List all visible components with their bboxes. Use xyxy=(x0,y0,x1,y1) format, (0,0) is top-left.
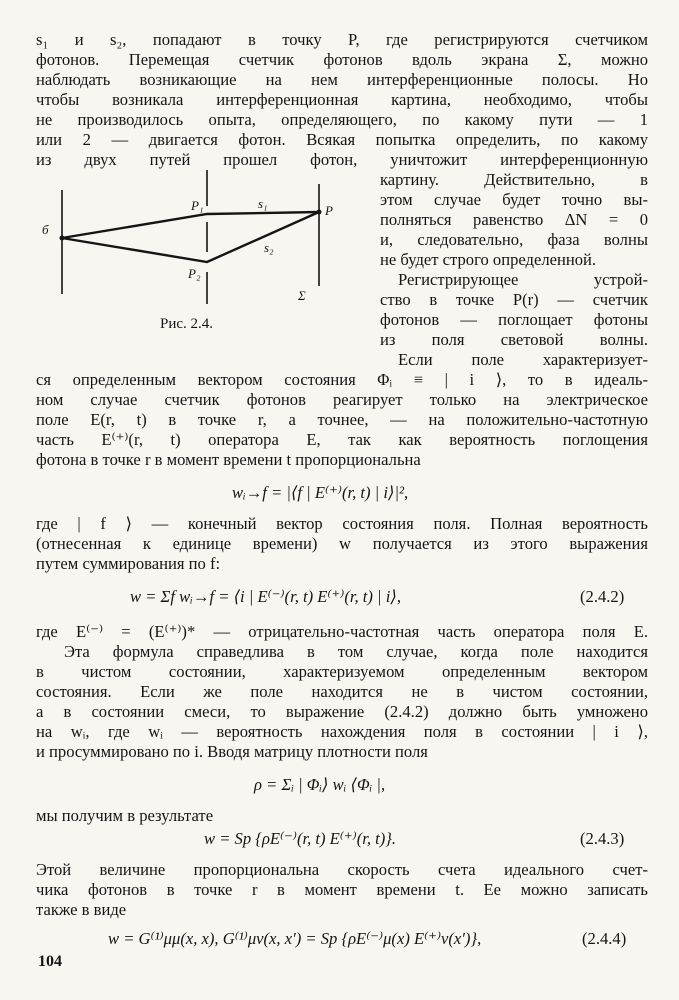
text-line: также в виде xyxy=(36,900,127,919)
text-line: не производилось опыта, определяющего, по какому пути — 1 xyxy=(36,110,648,129)
text-line: фотонов — поглощает фотоны xyxy=(380,310,648,329)
slit1-label: P₁ xyxy=(191,198,204,213)
equation: wᵢ→f = |⟨f | E⁽⁺⁾(r, t) | i⟩|², xyxy=(232,483,409,502)
text-line: где | f ⟩ — конечный вектор состояния поля. Полная вероятность xyxy=(36,514,648,533)
text-line: ном случае счетчик фотонов реагирует только на электрическое xyxy=(36,390,648,409)
point-label: P xyxy=(325,203,333,218)
detection-point xyxy=(317,210,322,215)
text-line: фотонов. Перемещая счетчик фотонов вдоль экрана Σ, можно xyxy=(36,50,648,69)
text-line: чика фотонов в точке r в момент времени t. Ее можно записать xyxy=(36,880,648,899)
text-line: мы получим в результате xyxy=(36,806,214,825)
text-line: путем суммирования по f: xyxy=(36,554,221,573)
text-line: состояния. Если же поле находится не в чистом состоянии, xyxy=(36,682,648,701)
equation-number: (2.4.4) xyxy=(582,929,627,948)
text-line: полняться равенство ΔN = 0 xyxy=(380,210,648,229)
text-line: Регистрирующее устрой- xyxy=(398,270,648,289)
equation: w = G⁽¹⁾μμ(x, x), G⁽¹⁾μν(x, x′) = Sp {ρE⁽⁻⁾μ(x) E⁽⁺⁾ν(x′)}, xyxy=(108,929,482,948)
text-line: Если поле характеризует- xyxy=(398,350,648,369)
text-line: из поля световой волны. xyxy=(380,330,648,349)
text-line: где E⁽⁻⁾ = (E⁽⁺⁾)* — отрицательно-частотная часть оператора поля E. xyxy=(36,622,648,641)
text-line: не будет строго определенной. xyxy=(380,250,597,269)
equation: w = Sp {ρE⁽⁻⁾(r, t) E⁽⁺⁾(r, t)}. xyxy=(204,829,397,848)
text-line: этом случае будет точно вы- xyxy=(380,190,648,209)
text-line: и, следовательно, фаза волны xyxy=(380,230,648,249)
text-line: s₁ и s₂, попадают в точку P, где регистрируются счетчиком xyxy=(36,30,648,49)
equation-number: (2.4.3) xyxy=(580,829,625,848)
interference-diagram xyxy=(36,162,366,312)
text-line: часть E⁽⁺⁾(r, t) оператора E, так как вероятность поглощения xyxy=(36,430,648,449)
text-line: ство в точке P(r) — счетчик xyxy=(380,290,648,309)
equation-number: (2.4.2) xyxy=(580,587,625,606)
slit2-label: P₂ xyxy=(188,266,201,281)
text-line: чтобы возникала интерференционная картина, необходимо, чтобы xyxy=(36,90,648,109)
path2-label: s₂ xyxy=(264,240,274,255)
text-line: картину. Действительно, в xyxy=(380,170,648,189)
text-line: Этой величине пропорциональна скорость счета идеального счет- xyxy=(36,860,648,879)
page-number: 104 xyxy=(38,953,62,970)
text-line: из двух путей прошел фотон, уничтожит интерференционную xyxy=(36,150,648,169)
text-line: (отнесенная к единице времени) w получается из этого выражения xyxy=(36,534,648,553)
equation: ρ = Σᵢ | Φᵢ⟩ wᵢ ⟨Φᵢ |, xyxy=(254,775,386,794)
text-line: а в состоянии смеси, то выражение (2.4.2) должно быть умножено xyxy=(36,702,648,721)
screen-label: Σ xyxy=(298,288,306,303)
text-line: ся определенным вектором состояния Φᵢ ≡ | i ⟩, то в идеаль- xyxy=(36,370,648,389)
path-2 xyxy=(62,212,319,262)
text-line: наблюдать возникающие на нем интерференционные полосы. Но xyxy=(36,70,648,89)
text-line: на wᵢ, где wᵢ — вероятность нахождения поля в состоянии | i ⟩, xyxy=(36,722,648,741)
source-label: б xyxy=(42,222,49,237)
figure-caption: Рис. 2.4. xyxy=(160,316,214,332)
path-1 xyxy=(62,212,319,238)
source-point xyxy=(60,236,65,241)
equation: w = Σf wᵢ→f = ⟨i | E⁽⁻⁾(r, t) E⁽⁺⁾(r, t) | i⟩, xyxy=(130,587,402,606)
text-line: фотона в точке r в момент времени t пропорциональна xyxy=(36,450,421,469)
text-line: в чистом состоянии, характеризуемом определенным вектором xyxy=(36,662,648,681)
text-line: Эта формула справедлива в том случае, когда поле находится xyxy=(64,642,648,661)
text-line: или 2 — двигается фотон. Всякая попытка определить, по какому xyxy=(36,130,648,149)
text-line: и просуммировано по i. Вводя матрицу плотности поля xyxy=(36,742,428,761)
text-line: поле E(r, t) в точке r, а точнее, — на положительно-частотную xyxy=(36,410,648,429)
path1-label: s₁ xyxy=(258,196,268,211)
